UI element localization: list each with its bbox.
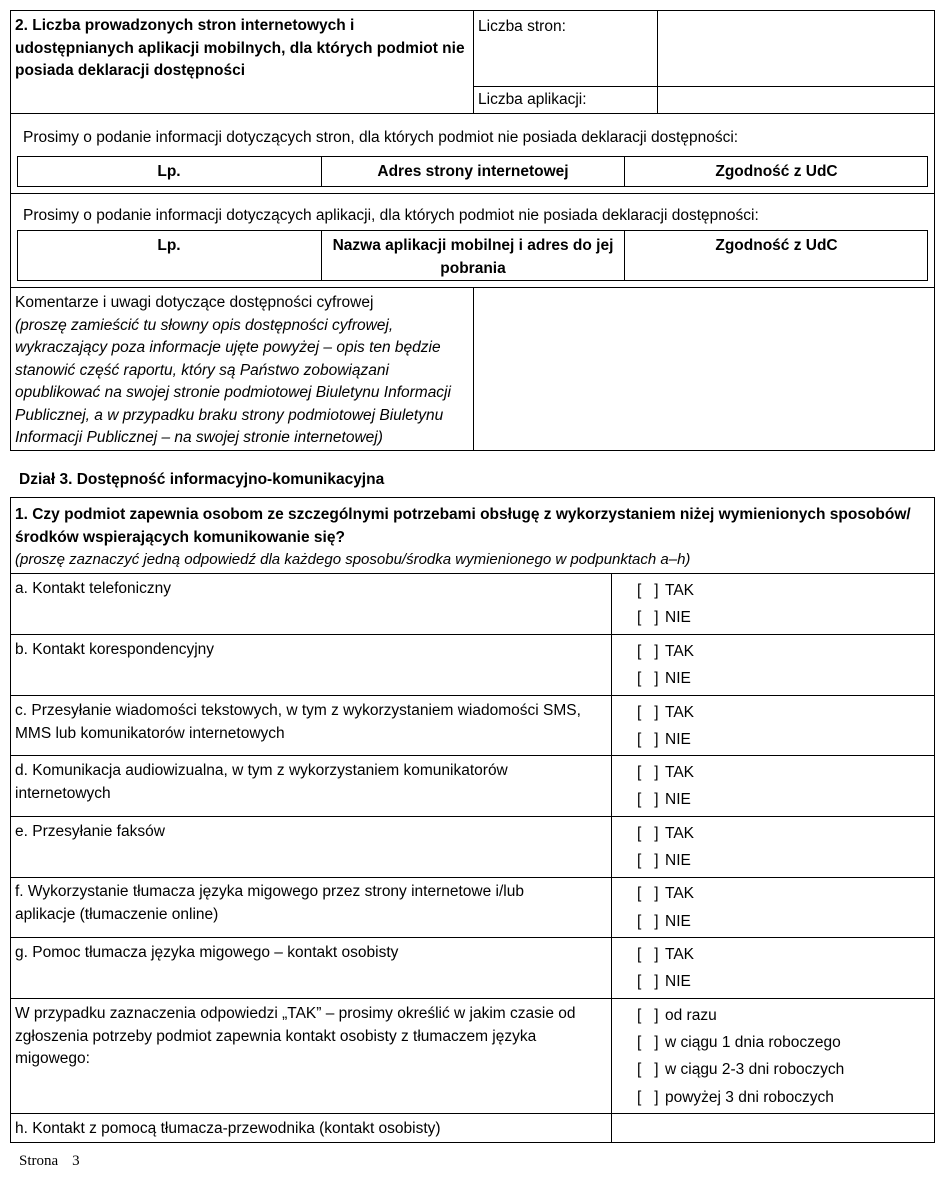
- row-e-label: e. Przesyłanie faksów: [15, 823, 165, 840]
- row-divider: [10, 877, 935, 878]
- option-label: NIE: [665, 670, 691, 687]
- pages-request-text: Prosimy o podanie informacji dotyczących stron, dla których podmiot nie posiada deklaracji dostępności:: [23, 129, 739, 146]
- apps-col-compliance: Zgodność z UdC: [715, 237, 838, 254]
- checkbox-bracket: [ ]: [637, 913, 659, 930]
- checkbox-bracket: [ ]: [637, 609, 659, 626]
- page-footer: [19, 1153, 80, 1170]
- row-a-label: a. Kontakt telefoniczny: [15, 580, 171, 597]
- row-b-yes-option[interactable]: [637, 641, 694, 663]
- option-label: TAK: [665, 582, 694, 599]
- row-c-label: c. Przesyłanie wiadomości tekstowych, w tym z wykorzystaniem wiadomości SMS, MMS lub komunikatorów internetowych: [15, 702, 581, 742]
- row-divider: [10, 695, 935, 696]
- checkbox-bracket: [ ]: [637, 670, 659, 687]
- option-label: TAK: [665, 946, 694, 963]
- option-label: NIE: [665, 973, 691, 990]
- apps-count-label: Liczba aplikacji:: [478, 91, 587, 108]
- checkbox-bracket: [ ]: [637, 973, 659, 990]
- row-f-yes-option[interactable]: [637, 883, 694, 905]
- row-divider: [10, 634, 935, 635]
- checkbox-bracket: [ ]: [637, 946, 659, 963]
- divider: [611, 573, 612, 1143]
- row-divider: [10, 937, 935, 938]
- time-option-over-3-days[interactable]: [637, 1087, 834, 1109]
- pages-count-field[interactable]: [658, 11, 934, 86]
- checkbox-bracket: [ ]: [637, 764, 659, 781]
- option-label: TAK: [665, 885, 694, 902]
- row-divider: [10, 998, 935, 999]
- row-divider: [10, 1113, 935, 1114]
- row-divider: [10, 816, 935, 817]
- option-label: NIE: [665, 852, 691, 869]
- checkbox-bracket: [ ]: [637, 1034, 659, 1051]
- footer-label: Strona: [19, 1153, 59, 1169]
- checkbox-bracket: [ ]: [637, 704, 659, 721]
- option-label: NIE: [665, 913, 691, 930]
- checkbox-bracket: [ ]: [637, 582, 659, 599]
- row-h-label: h. Kontakt z pomocą tłumacza-przewodnika (kontakt osobisty): [15, 1120, 441, 1137]
- row-g-no-option[interactable]: [637, 971, 691, 993]
- q1-hint: (proszę zaznaczyć jedną odpowiedź dla każdego sposobu/środka wymienionego w podpunktach a–h): [15, 551, 691, 568]
- row-f-label: f. Wykorzystanie tłumacza języka migowego przez strony internetowe i/lub aplikacje (tłumaczenie online): [15, 883, 524, 923]
- option-label: TAK: [665, 704, 694, 721]
- checkbox-bracket: [ ]: [637, 1007, 659, 1024]
- checkbox-bracket: [ ]: [637, 791, 659, 808]
- option-label: powyżej 3 dni roboczych: [665, 1089, 834, 1106]
- row-f-no-option[interactable]: [637, 911, 691, 933]
- option-label: w ciągu 1 dnia roboczego: [665, 1034, 841, 1051]
- row-d-no-option[interactable]: [637, 789, 691, 811]
- sign-language-time-question: W przypadku zaznaczenia odpowiedzi „TAK” – prosimy określić w jakim czasie od zgłoszenia potrzeby podmiot zapewnia kontakt osobisty z tłumaczem języka migowego:: [15, 1005, 576, 1067]
- comments-label-text: Komentarze i uwagi dotyczące dostępności cyfrowej: [15, 294, 374, 311]
- option-label: TAK: [665, 643, 694, 660]
- q1-title: 1. Czy podmiot zapewnia osobom ze szczególnymi potrzebami obsługę z wykorzystaniem niżej wymienionych sposobów/środków wspierających komunikowanie się?: [15, 506, 911, 546]
- checkbox-bracket: [ ]: [637, 825, 659, 842]
- row-g-yes-option[interactable]: [637, 944, 694, 966]
- pages-col-address: Adres strony internetowej: [377, 163, 569, 180]
- row-e-no-option[interactable]: [637, 850, 691, 872]
- option-label: od razu: [665, 1007, 717, 1024]
- divider: [473, 10, 474, 114]
- option-label: NIE: [665, 609, 691, 626]
- checkbox-bracket: [ ]: [637, 731, 659, 748]
- option-label: TAK: [665, 825, 694, 842]
- option-label: NIE: [665, 791, 691, 808]
- section3-heading: Dział 3. Dostępność informacyjno-komunikacyjna: [19, 471, 385, 488]
- row-c-yes-option[interactable]: [637, 702, 694, 724]
- option-label: TAK: [665, 764, 694, 781]
- row-b-no-option[interactable]: [637, 668, 691, 690]
- time-option-2-3-days[interactable]: [637, 1059, 844, 1081]
- row-g-label: g. Pomoc tłumacza języka migowego – kontakt osobisty: [15, 944, 399, 961]
- checkbox-bracket: [ ]: [637, 1089, 659, 1106]
- time-option-1-day[interactable]: [637, 1032, 841, 1054]
- comments-field[interactable]: [474, 288, 934, 450]
- apps-col-lp: Lp.: [157, 237, 181, 254]
- pages-count-label: Liczba stron:: [478, 18, 566, 35]
- row-e-yes-option[interactable]: [637, 823, 694, 845]
- comments-hint: (proszę zamieścić tu słowny opis dostępności cyfrowej, wykraczający poza informacje ujęte powyżej – opis ten będzie stanowić część raportu, który są Państwo zobowiązani opublikować na swojej stronie podmiotowej Biuletynu Informacji Publicznej, a w przypadku braku strony podmiotowej Biuletynu Informacji Publicznej – na swojej stronie internetowej): [15, 316, 451, 446]
- checkbox-bracket: [ ]: [637, 852, 659, 869]
- time-option-immediately[interactable]: [637, 1005, 717, 1027]
- apps-request-text: Prosimy o podanie informacji dotyczących aplikacji, dla których podmiot nie posiada deklaracji dostępności:: [23, 207, 759, 224]
- page-number: 3: [72, 1153, 80, 1169]
- row-d-yes-option[interactable]: [637, 762, 694, 784]
- row-divider: [10, 755, 935, 756]
- pages-col-lp: Lp.: [157, 163, 181, 180]
- comments-label: [15, 292, 470, 450]
- checkbox-bracket: [ ]: [637, 643, 659, 660]
- row-c-no-option[interactable]: [637, 729, 691, 751]
- apps-count-field[interactable]: [658, 87, 934, 113]
- option-label: NIE: [665, 731, 691, 748]
- q1-title-area: [15, 504, 920, 572]
- q2-title: 2. Liczba prowadzonych stron internetowych i udostępnianych aplikacji mobilnych, dla których podmiot nie posiada deklaracji dostępności: [15, 17, 465, 79]
- apps-col-name: Nazwa aplikacji mobilnej i adres do jej pobrania: [332, 237, 614, 277]
- checkbox-bracket: [ ]: [637, 1061, 659, 1078]
- pages-col-compliance: Zgodność z UdC: [715, 163, 838, 180]
- row-b-label: b. Kontakt korespondencyjny: [15, 641, 215, 658]
- row-d-label: d. Komunikacja audiowizualna, w tym z wykorzystaniem komunikatorów internetowych: [15, 762, 508, 802]
- option-label: w ciągu 2-3 dni roboczych: [665, 1061, 845, 1078]
- row-a-yes-option[interactable]: [637, 580, 694, 602]
- checkbox-bracket: [ ]: [637, 885, 659, 902]
- row-a-no-option[interactable]: [637, 607, 691, 629]
